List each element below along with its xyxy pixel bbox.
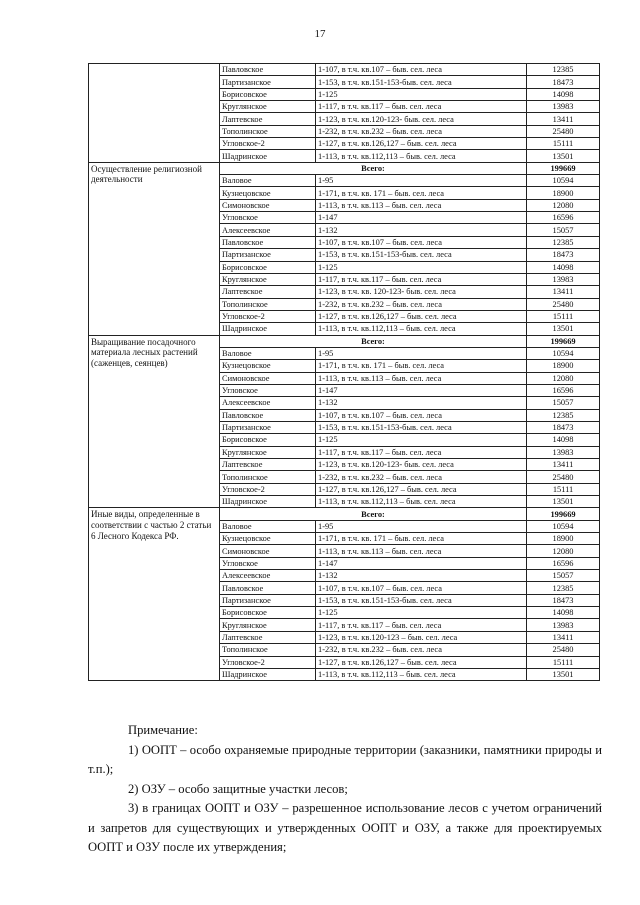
forestry-name-cell: Павловское [220, 236, 316, 248]
quarters-cell: 1-125 [316, 88, 527, 100]
quarters-cell: 1-125 [316, 261, 527, 273]
area-cell: 13983 [527, 446, 600, 458]
area-cell: 25480 [527, 125, 600, 137]
quarters-cell: 1-153, в т.ч. кв.151-153-быв. сел. леса [316, 594, 527, 606]
forestry-name-cell: Тополинское [220, 125, 316, 137]
area-cell: 13983 [527, 273, 600, 285]
quarters-cell: 1-153, в т.ч. кв.151-153-быв. сел. леса [316, 76, 527, 88]
area-cell: 12385 [527, 236, 600, 248]
forestry-name-cell: Круглянское [220, 101, 316, 113]
forestry-name-cell: Павловское [220, 409, 316, 421]
forestry-name-cell: Борисовское [220, 607, 316, 619]
forestry-name-cell: Тополинское [220, 298, 316, 310]
quarters-cell: 1-232, в т.ч. кв.232 – быв. сел. леса [316, 298, 527, 310]
area-cell: 14098 [527, 434, 600, 446]
use-type-cell: Иные виды, определенные в соответствии с частью 2 статьи 6 Лесного Кодекса РФ. [89, 508, 220, 681]
area-cell: 10594 [527, 175, 600, 187]
forestry-name-cell: Круглянское [220, 446, 316, 458]
area-cell: 12385 [527, 64, 600, 76]
quarters-cell: 1-127, в т.ч. кв.126,127 – быв. сел. леса [316, 310, 527, 322]
area-cell: 13983 [527, 101, 600, 113]
area-cell: 18900 [527, 533, 600, 545]
total-row [89, 335, 600, 347]
quarters-cell: 1-132 [316, 397, 527, 409]
note-item-3: 3) в границах ООПТ и ОЗУ – разрешенное использование лесов с учетом ограничений и запретов для существующих и утвержденных ООПТ и ОЗУ, а также для проектируемых ООПТ и ОЗУ после их утверждения; [88, 801, 602, 854]
forestry-name-cell: Угловское-2 [220, 656, 316, 668]
quarters-cell: 1-113, в т.ч. кв.113 – быв. сел. леса [316, 199, 527, 211]
forestry-name-cell: Лаптевское [220, 459, 316, 471]
quarters-cell: 1-113, в т.ч. кв.112,113 – быв. сел. леса [316, 150, 527, 162]
quarters-cell: 1-113, в т.ч. кв.112,113 – быв. сел. леса [316, 323, 527, 335]
forestry-name-cell: Круглянское [220, 273, 316, 285]
notes-heading: Примечание: [128, 723, 198, 737]
quarters-cell: 1-117, в т.ч. кв.117 – быв. сел. леса [316, 273, 527, 285]
area-cell: 16596 [527, 557, 600, 569]
area-cell: 13983 [527, 619, 600, 631]
forestry-name-cell: Валовое [220, 175, 316, 187]
area-cell: 16596 [527, 212, 600, 224]
quarters-cell: 1-107, в т.ч. кв.107 – быв. сел. леса [316, 582, 527, 594]
forestry-name-cell: Тополинское [220, 471, 316, 483]
forestry-name-cell: Лаптевское [220, 113, 316, 125]
area-cell: 12080 [527, 372, 600, 384]
quarters-cell: 1-232, в т.ч. кв.232 – быв. сел. леса [316, 471, 527, 483]
quarters-cell: 1-95 [316, 175, 527, 187]
table-row [89, 64, 600, 76]
forestry-name-cell: Партизанское [220, 421, 316, 433]
forestry-name-cell: Симоновское [220, 545, 316, 557]
quarters-cell: 1-125 [316, 434, 527, 446]
quarters-cell: 1-232, в т.ч. кв.232 – быв. сел. леса [316, 125, 527, 137]
forestry-name-cell: Кузнецовское [220, 187, 316, 199]
area-cell: 12080 [527, 199, 600, 211]
forestry-name-cell: Борисовское [220, 88, 316, 100]
quarters-cell: 1-107, в т.ч. кв.107 – быв. сел. леса [316, 64, 527, 76]
forestry-name-cell: Симоновское [220, 199, 316, 211]
note-item-2: 2) ОЗУ – особо защитные участки лесов; [128, 781, 348, 796]
area-cell: 13501 [527, 323, 600, 335]
quarters-cell: 1-127, в т.ч. кв.126,127 – быв. сел. леса [316, 656, 527, 668]
quarters-cell: 1-153, в т.ч. кв.151-153-быв. сел. леса [316, 249, 527, 261]
area-cell: 15111 [527, 310, 600, 322]
quarters-cell: 1-147 [316, 557, 527, 569]
area-cell: 10594 [527, 347, 600, 359]
area-cell: 16596 [527, 384, 600, 396]
quarters-cell: 1-125 [316, 607, 527, 619]
quarters-cell: 1-127, в т.ч. кв.126,127 – быв. сел. леса [316, 138, 527, 150]
area-cell: 18900 [527, 360, 600, 372]
area-cell: 18473 [527, 76, 600, 88]
area-cell: 15057 [527, 570, 600, 582]
quarters-cell: 1-132 [316, 570, 527, 582]
note-item-1: 1) ООПТ – особо охраняемые природные территории (заказники, памятники природы и т.п.); [88, 742, 602, 776]
area-cell: 15057 [527, 224, 600, 236]
area-cell: 15111 [527, 656, 600, 668]
total-value: 199669 [527, 335, 600, 347]
area-cell: 14098 [527, 88, 600, 100]
area-cell: 12385 [527, 409, 600, 421]
quarters-cell: 1-95 [316, 520, 527, 532]
forestry-name-cell: Кузнецовское [220, 360, 316, 372]
quarters-cell: 1-113, в т.ч. кв.113 – быв. сел. леса [316, 372, 527, 384]
quarters-cell: 1-132 [316, 224, 527, 236]
use-type-cell: Выращивание посадочного материала лесных растений (саженцев, сеянцев) [89, 335, 220, 508]
total-value: 199669 [527, 162, 600, 174]
forestry-name-cell: Алексеевское [220, 224, 316, 236]
total-row [89, 508, 600, 520]
forestry-name-cell: Партизанское [220, 249, 316, 261]
quarters-cell: 1-113, в т.ч. кв.113 – быв. сел. леса [316, 545, 527, 557]
quarters-cell: 1-107, в т.ч. кв.107 – быв. сел. леса [316, 236, 527, 248]
quarters-cell: 1-147 [316, 384, 527, 396]
total-value: 199669 [527, 508, 600, 520]
forestry-name-cell: Валовое [220, 520, 316, 532]
area-cell: 15111 [527, 138, 600, 150]
page-number: 17 [314, 28, 326, 40]
total-label: Всего: [220, 335, 527, 347]
quarters-cell: 1-117, в т.ч. кв.117 – быв. сел. леса [316, 619, 527, 631]
forestry-name-cell: Борисовское [220, 434, 316, 446]
forestry-name-cell: Угловское [220, 384, 316, 396]
forestry-name-cell: Шадринское [220, 150, 316, 162]
quarters-cell: 1-232, в т.ч. кв.232 – быв. сел. леса [316, 644, 527, 656]
area-cell: 14098 [527, 261, 600, 273]
area-cell: 18473 [527, 421, 600, 433]
forestry-name-cell: Валовое [220, 347, 316, 359]
forestry-name-cell: Шадринское [220, 323, 316, 335]
use-type-cell [89, 64, 220, 163]
forestry-name-cell: Павловское [220, 582, 316, 594]
area-cell: 13411 [527, 631, 600, 643]
total-label: Всего: [220, 162, 527, 174]
forestry-name-cell: Симоновское [220, 372, 316, 384]
quarters-cell: 1-107, в т.ч. кв.107 – быв. сел. леса [316, 409, 527, 421]
forestry-name-cell: Алексеевское [220, 570, 316, 582]
forestry-name-cell: Партизанское [220, 76, 316, 88]
quarters-cell: 1-95 [316, 347, 527, 359]
forestry-name-cell: Шадринское [220, 668, 316, 680]
area-cell: 18473 [527, 594, 600, 606]
forestry-name-cell: Борисовское [220, 261, 316, 273]
quarters-cell: 1-123, в т.ч. кв.120-123- быв. сел. леса [316, 459, 527, 471]
quarters-cell: 1-113, в т.ч. кв.112,113 – быв. сел. леса [316, 496, 527, 508]
quarters-cell: 1-171, в т.ч. кв. 171 – быв. сел. леса [316, 187, 527, 199]
forest-use-table [88, 63, 600, 681]
forestry-name-cell: Лаптевское [220, 631, 316, 643]
quarters-cell: 1-113, в т.ч. кв.112,113 – быв. сел. леса [316, 668, 527, 680]
area-cell: 25480 [527, 644, 600, 656]
forestry-name-cell: Угловское-2 [220, 138, 316, 150]
area-cell: 13411 [527, 113, 600, 125]
forestry-name-cell: Угловское-2 [220, 310, 316, 322]
forestry-name-cell: Тополинское [220, 644, 316, 656]
area-cell: 14098 [527, 607, 600, 619]
area-cell: 18473 [527, 249, 600, 261]
area-cell: 13411 [527, 459, 600, 471]
quarters-cell: 1-117, в т.ч. кв.117 – быв. сел. леса [316, 101, 527, 113]
area-cell: 15057 [527, 397, 600, 409]
quarters-cell: 1-127, в т.ч. кв.126,127 – быв. сел. леса [316, 483, 527, 495]
quarters-cell: 1-117, в т.ч. кв.117 – быв. сел. леса [316, 446, 527, 458]
quarters-cell: 1-123, в т.ч. кв.120-123- быв. сел. леса [316, 113, 527, 125]
quarters-cell: 1-171, в т.ч. кв. 171 – быв. сел. леса [316, 360, 527, 372]
forestry-name-cell: Угловское [220, 557, 316, 569]
area-cell: 13501 [527, 150, 600, 162]
area-cell: 10594 [527, 520, 600, 532]
area-cell: 18900 [527, 187, 600, 199]
forestry-name-cell: Партизанское [220, 594, 316, 606]
forestry-name-cell: Шадринское [220, 496, 316, 508]
forestry-name-cell: Кузнецовское [220, 533, 316, 545]
area-cell: 25480 [527, 471, 600, 483]
total-row [89, 162, 600, 174]
quarters-cell: 1-123, в т.ч. кв.120-123 – быв. сел. леса [316, 631, 527, 643]
forestry-name-cell: Круглянское [220, 619, 316, 631]
total-label: Всего: [220, 508, 527, 520]
quarters-cell: 1-147 [316, 212, 527, 224]
forestry-name-cell: Лаптевское [220, 286, 316, 298]
area-cell: 13501 [527, 496, 600, 508]
quarters-cell: 1-123, в т.ч. кв. 120-123- быв. сел. леса [316, 286, 527, 298]
area-cell: 25480 [527, 298, 600, 310]
forestry-name-cell: Алексеевское [220, 397, 316, 409]
forestry-name-cell: Павловское [220, 64, 316, 76]
notes-block [88, 721, 602, 858]
area-cell: 13501 [527, 668, 600, 680]
quarters-cell: 1-153, в т.ч. кв.151-153-быв. сел. леса [316, 421, 527, 433]
area-cell: 12385 [527, 582, 600, 594]
quarters-cell: 1-171, в т.ч. кв. 171 – быв. сел. леса [316, 533, 527, 545]
use-type-cell: Осуществление религиозной деятельности [89, 162, 220, 335]
area-cell: 13411 [527, 286, 600, 298]
area-cell: 15111 [527, 483, 600, 495]
forestry-name-cell: Угловское-2 [220, 483, 316, 495]
forestry-name-cell: Угловское [220, 212, 316, 224]
area-cell: 12080 [527, 545, 600, 557]
